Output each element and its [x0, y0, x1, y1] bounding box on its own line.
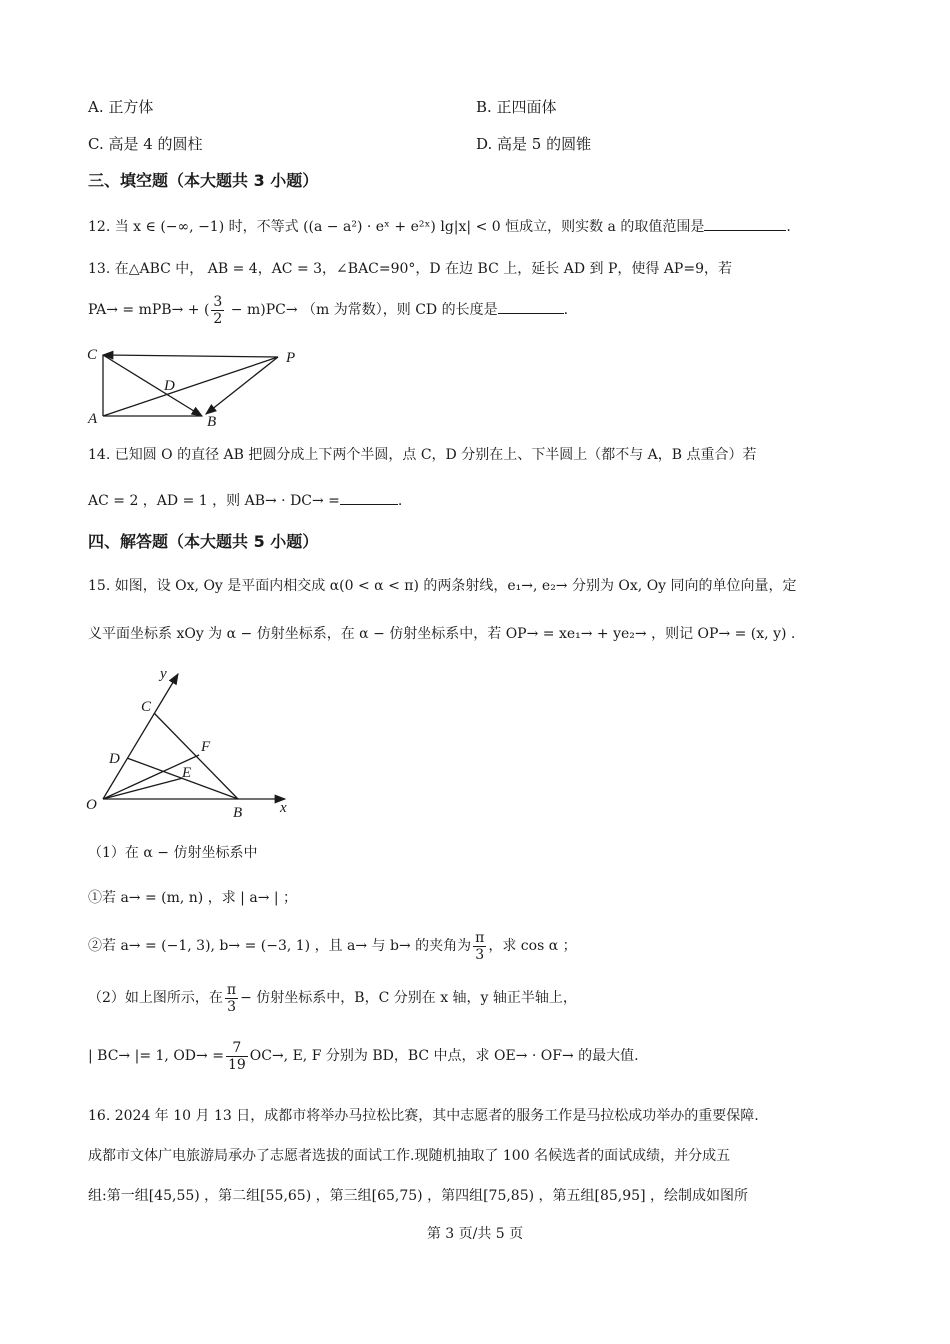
vector-pb: [206, 357, 278, 414]
option-b: B. 正四面体: [476, 98, 557, 116]
question-15-part1: （1）在 α − 仿射坐标系中: [88, 845, 258, 861]
fraction-3-2: [211, 294, 224, 327]
question-12-text: 12. 当 x ∈ (−∞, −1) 时，不等式 ((a − a²) · eˣ + e²ˣ) lg|x| < 0 恒成立，则实数 a 的取值范围是: [88, 219, 705, 235]
fraction-denominator: 3: [475, 946, 485, 963]
label-d: D: [164, 378, 175, 394]
question-15-sub1: ①若 a→ = (m, n) ，求 | a→ | ；: [88, 890, 298, 906]
page-footer: 第 3 页/共 5 页: [426, 1226, 524, 1242]
answer-blank-13: [498, 299, 564, 314]
fraction-numerator: 3: [213, 293, 223, 310]
label-c: C: [141, 699, 152, 715]
vector-pc: [103, 355, 278, 357]
fraction-numerator: π: [226, 981, 237, 998]
fraction-denominator: 2: [213, 310, 223, 327]
question-13-vector-expr: PA→ = mPB→ + (: [88, 302, 210, 318]
label-b: B: [233, 805, 243, 820]
question-15-part2-line2-head: | BC→ |= 1, OD→ =: [88, 1048, 224, 1064]
question-13-tail: − m)PC→ （m 为常数），则 CD 的长度是: [226, 302, 498, 318]
label-d: D: [109, 751, 120, 767]
label-o: O: [86, 797, 97, 813]
fraction-7-19: [226, 1040, 248, 1073]
question-15-sub2-head: ②若 a→ = (−1, 3), b→ = (−3, 1) ，且 a→ 与 b→ 的夹角为: [88, 938, 472, 954]
question-15-part2-line2: [88, 1036, 639, 1076]
option-d: D. 高是 5 的圆锥: [476, 135, 592, 153]
label-a: A: [88, 411, 98, 427]
fraction-numerator: 7: [226, 1040, 248, 1057]
affine-coordinate-figure: [80, 662, 300, 820]
label-c: C: [87, 347, 98, 363]
label-x: x: [280, 800, 287, 816]
question-16-line1: 16. 2024 年 10 月 13 日，成都市将举办马拉松比赛，其中志愿者的服务工作是马拉松成功举办的重要保障.: [88, 1108, 759, 1124]
label-e: E: [182, 765, 192, 781]
question-14-line2: AC = 2 ，AD = 1 ，则 AB→ · DC→ = .: [88, 490, 402, 511]
segment-cb: [103, 355, 202, 416]
question-15-part2-line2-tail: OC→, E, F 分别为 BD，BC 中点，求 OE→ · OF→ 的最大值.: [249, 1048, 639, 1064]
section4-title: 四、解答题（本大题共 5 小题）: [88, 532, 319, 551]
question-12: 12. 当 x ∈ (−∞, −1) 时，不等式 ((a − a²) · eˣ + e²ˣ) lg|x| < 0 恒成立，则实数 a 的取值范围是 .: [88, 216, 791, 237]
question-15-sub2-tail: ，求 cos α ；: [488, 938, 577, 954]
label-f: F: [201, 739, 211, 755]
question-16-line3: 组:第一组[45,55) ，第二组[55,65) ，第三组[65,75) ，第四组[75,85) ，第五组[85,95] ，绘制成如图所: [88, 1188, 748, 1204]
question-14-line1: 14. 已知圆 O 的直径 AB 把圆分成上下两个半圆，点 C，D 分别在上、下半圆上（都不与 A，B 点重合）若: [88, 447, 757, 463]
question-14-expr: AC = 2 ，AD = 1 ，则 AB→ · DC→ =: [88, 493, 340, 509]
fraction-pi-3: [473, 930, 486, 963]
fraction-pi-3: [225, 982, 238, 1015]
question-13-line2: PA→ = mPB→ + ( $\frac{3}{2}$ − m)PC→ （m 为常数），则 CD 的长度是 .: [88, 293, 569, 327]
question-13-line1: 13. 在△ABC 中， AB = 4，AC = 3，∠BAC=90°，D 在边 BC 上，延长 AD 到 P，使得 AP=9，若: [88, 261, 732, 277]
fraction-denominator: 3: [227, 998, 236, 1015]
question-15-line2: 义平面坐标系 xOy 为 α − 仿射坐标系，在 α − 仿射坐标系中，若 OP→ = xe₁→ + ye₂→ ，则记 OP→ = (x, y) .: [88, 626, 796, 642]
label-y: y: [160, 666, 167, 682]
fraction-denominator: 19: [227, 1056, 246, 1073]
fraction-numerator: π: [475, 929, 485, 946]
label-p: P: [286, 350, 296, 366]
y-axis: [103, 674, 178, 799]
question-15-line1: 15. 如图，设 Ox, Oy 是平面内相交成 α(0 < α < π) 的两条射线，e₁→, e₂→ 分别为 Ox, Oy 同向的单位向量，定: [88, 578, 797, 594]
question-15-part2-tail: − 仿射坐标系中，B，C 分别在 x 轴，y 轴正半轴上，: [240, 990, 577, 1006]
option-a: A. 正方体: [88, 98, 154, 116]
question-15-part2: [88, 978, 577, 1018]
label-b: B: [207, 414, 217, 430]
question-15-sub2: [88, 926, 577, 966]
segment-ap: [103, 357, 278, 416]
answer-blank-14: [340, 490, 398, 505]
question-15-part2-head: （2）如上图所示，在: [88, 990, 223, 1006]
section3-title: 三、填空题（本大题共 3 小题）: [88, 171, 319, 190]
answer-blank-12: [704, 216, 786, 231]
question-16-line2: 成都市文体广电旅游局承办了志愿者选拔的面试工作.现随机抽取了 100 名候选者的面试成绩，并分成五: [88, 1148, 731, 1164]
option-c: C. 高是 4 的圆柱: [88, 135, 203, 153]
triangle-figure-13: [80, 340, 310, 432]
